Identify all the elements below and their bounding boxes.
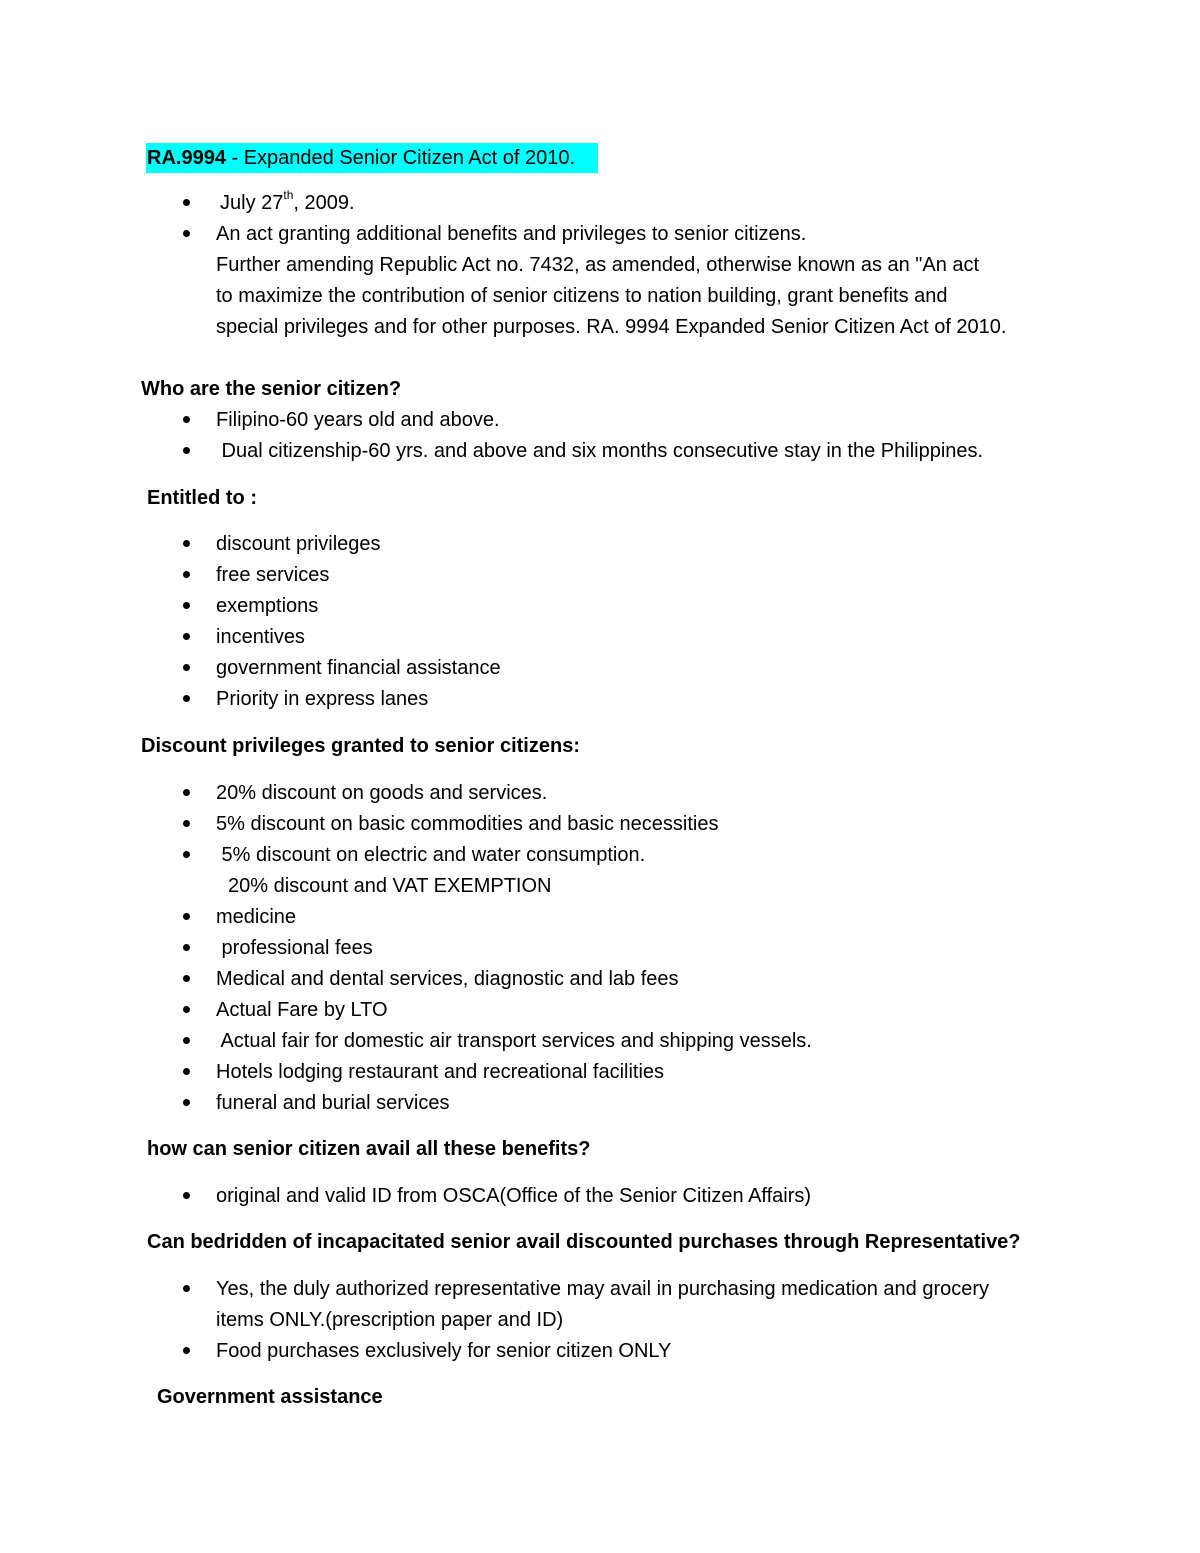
bullet-icon bbox=[183, 851, 190, 858]
list-item: government financial assistance bbox=[216, 657, 501, 679]
list-item: professional fees bbox=[216, 937, 373, 959]
list-item: Medical and dental services, diagnostic and lab fees bbox=[216, 968, 679, 990]
act-line-4: special privileges and for other purposes. RA. 9994 Expanded Senior Citizen Act of 2010. bbox=[216, 316, 1007, 338]
list-item: 20% discount on goods and services. bbox=[216, 782, 548, 804]
bullet-icon bbox=[183, 540, 190, 547]
date-day: July 27 bbox=[220, 192, 284, 214]
bullet-icon bbox=[183, 1347, 190, 1354]
government-heading: Government assistance bbox=[157, 1386, 383, 1408]
bullet-icon bbox=[183, 1192, 190, 1199]
bullet-icon bbox=[183, 602, 190, 609]
discount-heading: Discount privileges granted to senior citizens: bbox=[141, 735, 580, 757]
list-item: Priority in express lanes bbox=[216, 688, 429, 710]
bullet-icon bbox=[183, 944, 190, 951]
bullet-icon bbox=[183, 1285, 190, 1292]
date-line bbox=[220, 190, 355, 216]
list-item: incentives bbox=[216, 626, 305, 648]
list-item: Dual citizenship-60 yrs. and above and six months consecutive stay in the Philippines. bbox=[216, 440, 984, 462]
avail-heading: how can senior citizen avail all these benefits? bbox=[147, 1138, 591, 1160]
bullet-icon bbox=[183, 447, 190, 454]
bullet-icon bbox=[183, 695, 190, 702]
date-sup: th bbox=[283, 188, 294, 203]
bullet-icon bbox=[183, 230, 190, 237]
bullet-icon bbox=[183, 913, 190, 920]
act-line-1: An act granting additional benefits and privileges to senior citizens. bbox=[216, 223, 807, 245]
act-line-3: to maximize the contribution of senior citizens to nation building, grant benefits and bbox=[216, 285, 948, 307]
bullet-icon bbox=[183, 1068, 190, 1075]
list-item: medicine bbox=[216, 906, 297, 928]
list-item: original and valid ID from OSCA(Office of the Senior Citizen Affairs) bbox=[216, 1185, 812, 1207]
bullet-icon bbox=[183, 633, 190, 640]
act-line-2: Further amending Republic Act no. 7432, as amended, otherwise known as an "An act bbox=[216, 254, 980, 276]
list-item: Hotels lodging restaurant and recreational facilities bbox=[216, 1061, 665, 1083]
bullet-icon bbox=[183, 1037, 190, 1044]
list-item: Food purchases exclusively for senior citizen ONLY bbox=[216, 1340, 672, 1362]
list-item: free services bbox=[216, 564, 330, 586]
bullet-icon bbox=[183, 975, 190, 982]
list-item: Actual fair for domestic air transport services and shipping vessels. bbox=[216, 1030, 812, 1052]
bullet-icon bbox=[183, 1099, 190, 1106]
list-item-line-1: Yes, the duly authorized representative may avail in purchasing medication and grocery bbox=[216, 1278, 990, 1300]
list-item: exemptions bbox=[216, 595, 319, 617]
bullet-icon bbox=[183, 664, 190, 671]
list-item: discount privileges bbox=[216, 533, 381, 555]
bullet-icon bbox=[183, 789, 190, 796]
list-item: Actual Fare by LTO bbox=[216, 999, 388, 1021]
list-subline: 20% discount and VAT EXEMPTION bbox=[228, 875, 552, 897]
bullet-icon bbox=[183, 199, 190, 206]
list-item: 5% discount on electric and water consumption. bbox=[216, 844, 646, 866]
who-heading: Who are the senior citizen? bbox=[141, 378, 402, 400]
title-rest: - Expanded Senior Citizen Act of 2010. bbox=[225, 147, 576, 169]
entitled-heading: Entitled to : bbox=[147, 487, 257, 509]
bedridden-heading: Can bedridden of incapacitated senior avail discounted purchases through Representative? bbox=[147, 1231, 1021, 1253]
date-year: , 2009. bbox=[293, 192, 355, 214]
bullet-icon bbox=[183, 1006, 190, 1013]
bullet-icon bbox=[183, 820, 190, 827]
document-title bbox=[147, 145, 575, 171]
bullet-icon bbox=[183, 571, 190, 578]
list-item-line-2: items ONLY.(prescription paper and ID) bbox=[216, 1309, 564, 1331]
bullet-icon bbox=[183, 416, 190, 423]
list-item: Filipino-60 years old and above. bbox=[216, 409, 500, 431]
list-item: funeral and burial services bbox=[216, 1092, 450, 1114]
list-item: 5% discount on basic commodities and basic necessities bbox=[216, 813, 719, 835]
title-code: RA.9994 bbox=[147, 147, 226, 169]
